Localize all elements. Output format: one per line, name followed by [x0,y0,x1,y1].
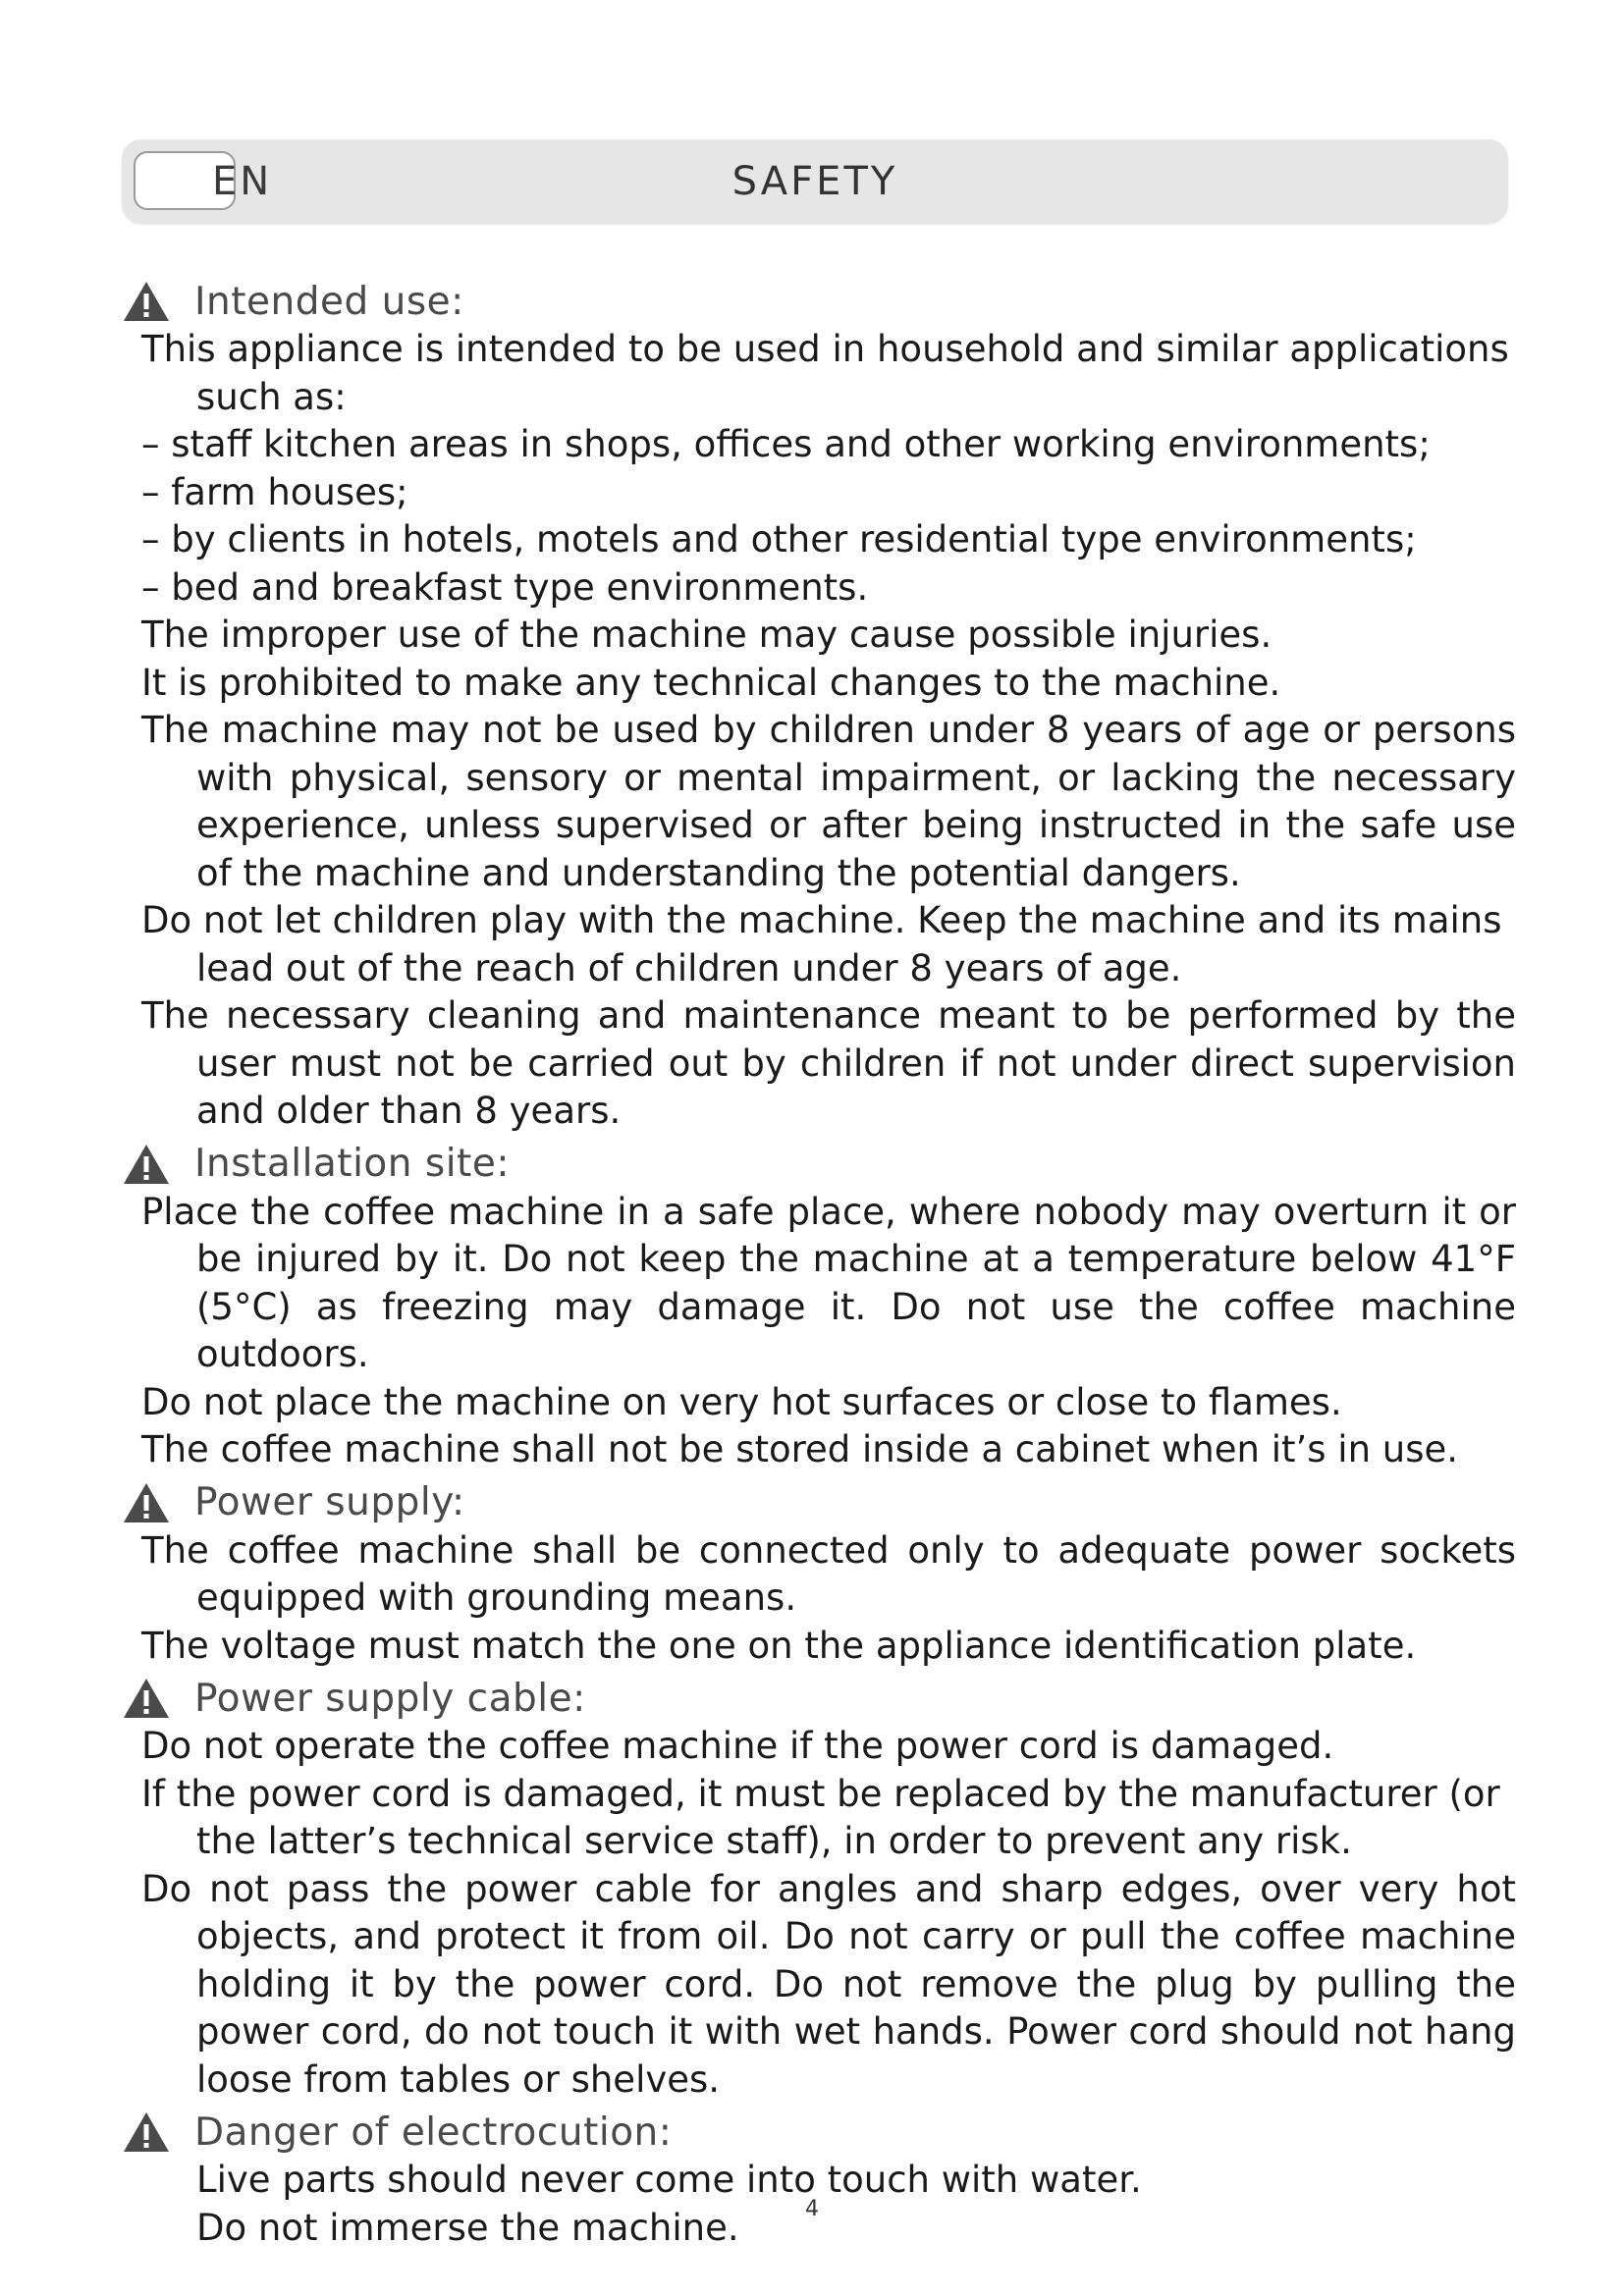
heading-text: Installation site: [194,1142,510,1186]
paragraph: The machine may not be used by children under 8 years of age or persons with physical, sensory or mental impairment, or lacking the necessary experience, unless supervised or after being instructed in the safe use of the machine and understanding the potential dangers. [141,709,1516,894]
paragraph: Do not pass the power cable for angles and sharp edges, over very hot objects, and protect it from oil. Do not carry or pull the coffee machine holding it by the power cord. Do not remove the plug by pulling the power cord, do not touch it with wet hands. Power cord should not hang loose from tables or shelves. [141,1867,1516,2101]
paragraph: This appliance is intended to be used in household and similar applications such as: [141,328,1509,418]
page-number: 4 [805,2197,819,2221]
warning-triangle-icon [122,1143,171,1186]
paragraph: The voltage must match the one on the appliance identification plate. [141,1624,1417,1667]
section-heading-intended-use [122,277,1516,326]
paragraph: Do not immerse the machine. [196,2206,739,2249]
section-heading-installation-site [122,1140,1516,1189]
heading-text: Danger of electrocution: [194,2109,673,2155]
language-label: EN [212,159,273,204]
page-title: SAFETY [731,159,898,204]
paragraph: Do not place the machine on very hot surfaces or close to flames. [141,1380,1342,1423]
section-header-bar [122,139,1508,224]
section-heading-power-supply-cable [122,1674,1516,1723]
paragraph: The necessary cleaning and maintenance meant to be performed by the user must not be carried out by children if not under direct supervision and older than 8 years. [141,994,1516,1132]
section-heading-electrocution [122,2108,1516,2157]
paragraph: Live parts should never come into touch with water. [196,2159,1142,2201]
paragraph: Place the coffee machine in a safe place, where nobody may overturn it or be injured by it. Do not keep the machine at a temperature below 41°F (5°C) as freezing may damage it. Do not use the coffee machine outdoors. [141,1190,1516,1375]
paragraph: The improper use of the machine may cause possible injuries. [141,614,1272,656]
list-item: – by clients in hotels, motels and other residential type environments; [141,518,1417,561]
heading-text: Intended use: [194,279,464,324]
warning-triangle-icon [122,1481,171,1524]
heading-text: Power supply cable: [194,1676,586,1721]
warning-triangle-icon [122,1677,171,1720]
document-body [122,273,1516,2252]
paragraph: The coffee machine shall be connected only to adequate power sockets equipped with grounding means. [141,1528,1516,1619]
paragraph: Do not operate the coffee machine if the power cord is damaged. [141,1725,1334,1767]
warning-triangle-icon [122,2110,171,2154]
paragraph: It is prohibited to make any technical changes to the machine. [141,661,1281,704]
list-item: – farm houses; [141,470,408,513]
list-item: – staff kitchen areas in shops, offices and other working environments; [141,423,1431,465]
list-item: – bed and breakfast type environments. [141,565,869,609]
section-heading-power-supply [122,1478,1516,1527]
paragraph: The coffee machine shall not be stored inside a cabinet when it’s in use. [141,1428,1459,1470]
heading-text: Power supply: [194,1480,465,1524]
paragraph: Do not let children play with the machine. Keep the machine and its mains lead out of the reach of children under 8 years of age. [141,899,1502,989]
warning-triangle-icon [122,280,171,323]
paragraph: If the power cord is damaged, it must be replaced by the manufacturer (or the latter’s technical service staff), in order to prevent any risk. [141,1772,1500,1862]
